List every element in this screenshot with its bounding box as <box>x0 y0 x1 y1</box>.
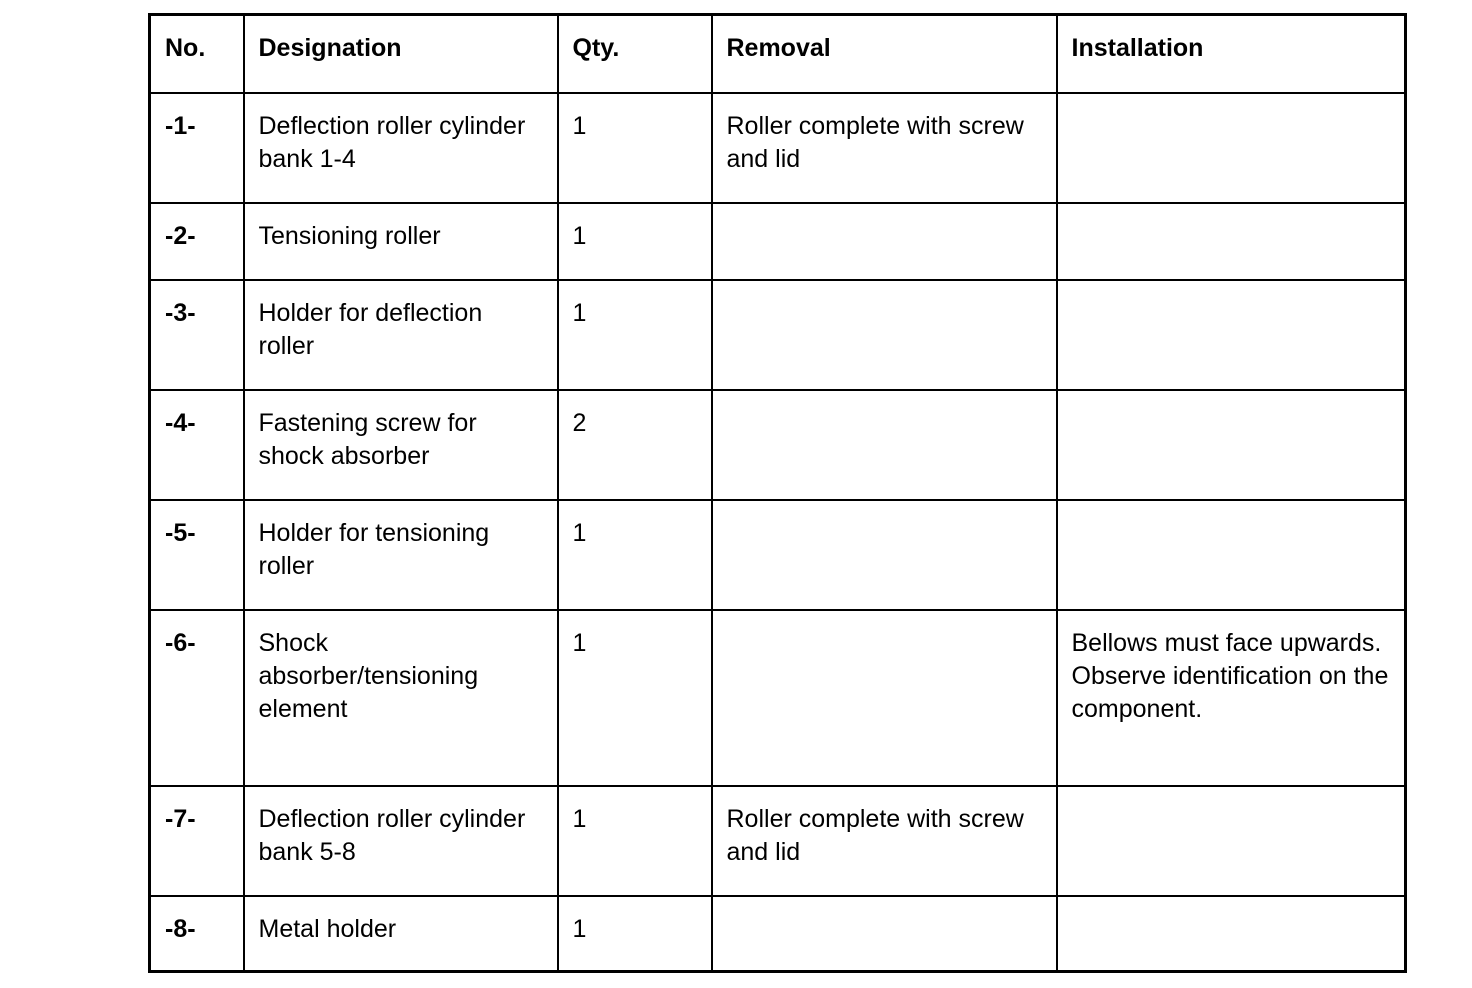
cell-designation: Holder for deflection roller <box>244 280 558 390</box>
header-qty: Qty. <box>558 15 712 93</box>
table-row <box>150 610 1406 786</box>
cell-installation: Bellows must face upwards. Observe identification on the component. <box>1057 610 1406 786</box>
cell-installation <box>1057 93 1406 203</box>
cell-qty: 1 <box>558 203 712 280</box>
cell-removal <box>712 610 1057 786</box>
cell-removal <box>712 280 1057 390</box>
cell-removal: Roller complete with screw and lid <box>712 93 1057 203</box>
table-row <box>150 786 1406 896</box>
cell-installation <box>1057 896 1406 972</box>
cell-designation: Holder for tensioning roller <box>244 500 558 610</box>
table-row <box>150 500 1406 610</box>
cell-installation <box>1057 390 1406 500</box>
cell-installation <box>1057 500 1406 610</box>
cell-no: -1- <box>150 93 244 203</box>
cell-no: -4- <box>150 390 244 500</box>
header-no: No. <box>150 15 244 93</box>
cell-qty: 1 <box>558 93 712 203</box>
cell-designation: Tensioning roller <box>244 203 558 280</box>
table-row <box>150 280 1406 390</box>
cell-installation <box>1057 280 1406 390</box>
table-row <box>150 896 1406 972</box>
table-row <box>150 203 1406 280</box>
cell-designation: Deflection roller cylinder bank 5-8 <box>244 786 558 896</box>
table-row <box>150 93 1406 203</box>
cell-no: -2- <box>150 203 244 280</box>
cell-removal <box>712 390 1057 500</box>
cell-designation: Shock absorber/tensioning element <box>244 610 558 786</box>
cell-no: -6- <box>150 610 244 786</box>
cell-installation <box>1057 203 1406 280</box>
cell-designation: Deflection roller cylinder bank 1-4 <box>244 93 558 203</box>
header-installation: Installation <box>1057 15 1406 93</box>
cell-qty: 2 <box>558 390 712 500</box>
cell-no: -5- <box>150 500 244 610</box>
table-row <box>150 390 1406 500</box>
header-removal: Removal <box>712 15 1057 93</box>
cell-installation <box>1057 786 1406 896</box>
cell-qty: 1 <box>558 280 712 390</box>
parts-table <box>148 13 1407 973</box>
cell-removal: Roller complete with screw and lid <box>712 786 1057 896</box>
cell-no: -8- <box>150 896 244 972</box>
table-header-row <box>150 15 1406 93</box>
cell-removal <box>712 500 1057 610</box>
cell-qty: 1 <box>558 610 712 786</box>
cell-no: -3- <box>150 280 244 390</box>
cell-designation: Metal holder <box>244 896 558 972</box>
cell-designation: Fastening screw for shock absorber <box>244 390 558 500</box>
cell-qty: 1 <box>558 500 712 610</box>
cell-qty: 1 <box>558 896 712 972</box>
cell-qty: 1 <box>558 786 712 896</box>
cell-removal <box>712 896 1057 972</box>
header-designation: Designation <box>244 15 558 93</box>
cell-no: -7- <box>150 786 244 896</box>
cell-removal <box>712 203 1057 280</box>
